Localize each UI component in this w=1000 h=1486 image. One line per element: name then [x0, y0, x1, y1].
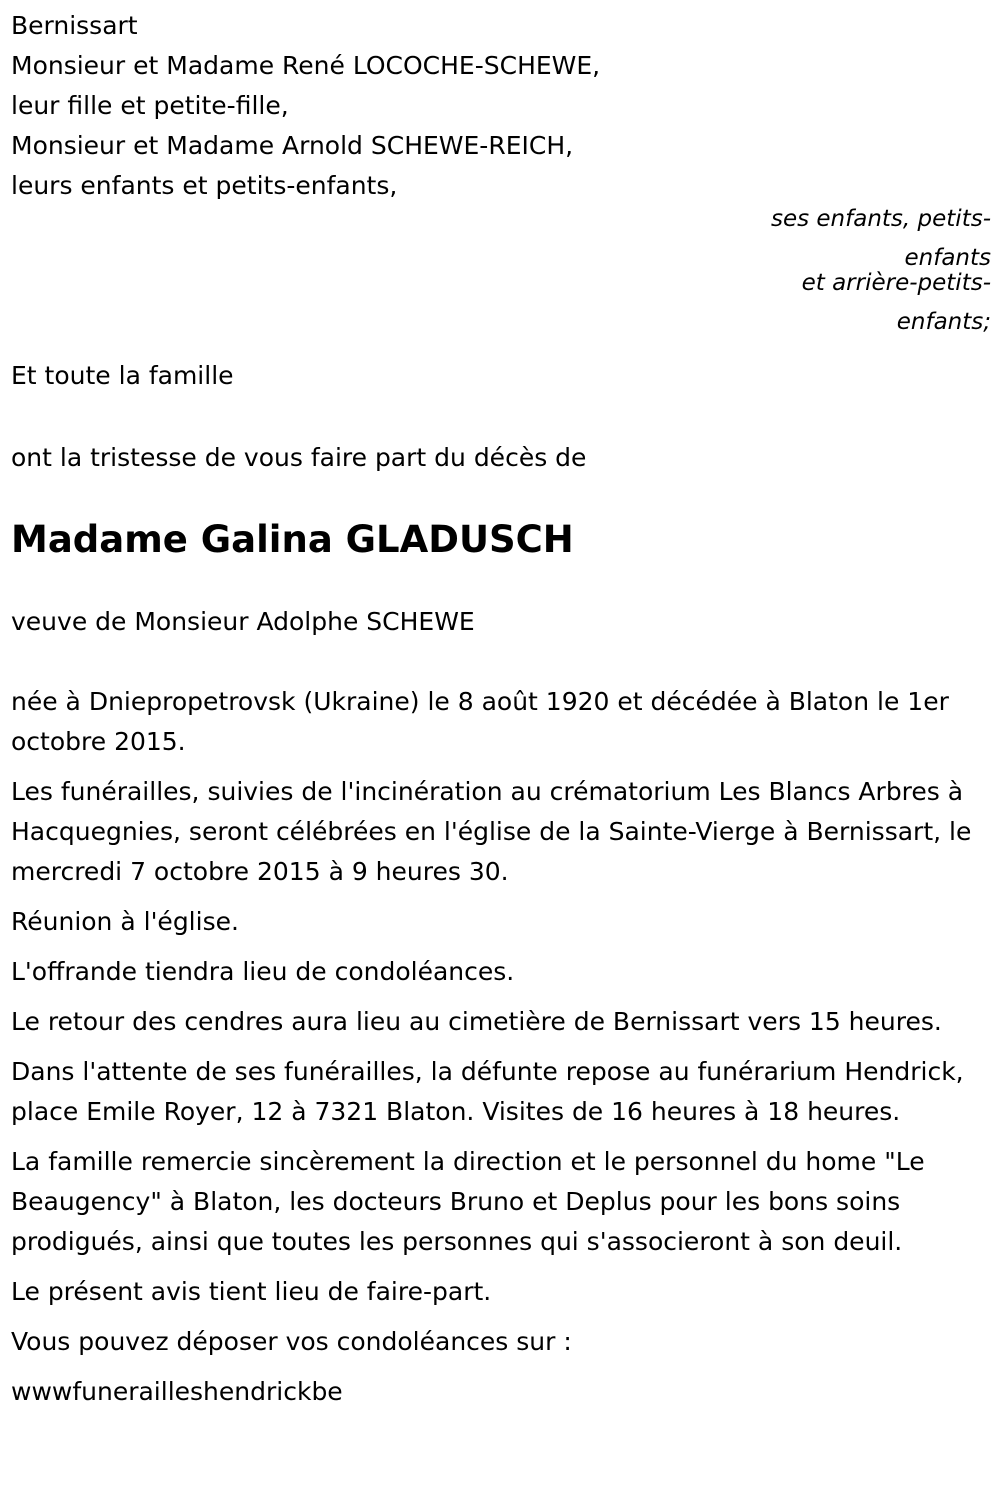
family-line: leur fille et petite-fille, [11, 91, 289, 120]
family-left-block [11, 46, 991, 206]
widow-of-text: veuve de Monsieur Adolphe SCHEWE [11, 607, 475, 636]
offering-text: L'offrande tiendra lieu de condoléances. [11, 957, 515, 986]
deceased-name: Madame Galina GLADUSCH [11, 518, 574, 561]
announcement-text: ont la tristesse de vous faire part du décès de [11, 443, 587, 472]
family-line: Monsieur et Madame Arnold SCHEWE-REICH, [11, 131, 574, 160]
funerarium-text: Dans l'attente de ses funérailles, la défunte repose au funérarium Hendrick, place Emile Royer, 12 à 7321 Blaton. Visites de 16 heures à 18 heures. [11, 1057, 964, 1126]
family-line: leurs enfants et petits-enfants, [11, 171, 398, 200]
place-heading: Bernissart [11, 11, 138, 40]
family-right-line: ses enfants, petits-enfants [770, 206, 991, 271]
obituary-notice [11, 6, 991, 1412]
birth-death-text: née à Dniepropetrovsk (Ukraine) le 8 août 1920 et décédée à Blaton le 1er octobre 2015. [11, 687, 949, 756]
family-right-block [11, 200, 991, 342]
ashes-text: Le retour des cendres aura lieu au cimetière de Bernissart vers 15 heures. [11, 1007, 942, 1036]
funeral-details: Les funérailles, suivies de l'incinération au crématorium Les Blancs Arbres à Hacquegnies, seront célébrées en l'église de la Sainte-Vierge à Bernissart, le mercredi 7 octobre 2015 à 9 heures 30. [11, 777, 972, 886]
meeting-text: Réunion à l'église. [11, 907, 239, 936]
family-all: Et toute la famille [11, 361, 234, 390]
notice-text: Le présent avis tient lieu de faire-part. [11, 1277, 492, 1306]
condolences-link[interactable]: wwwfunerailleshendrickbe [11, 1377, 343, 1406]
family-right-line: et arrière-petits-enfants; [801, 270, 991, 335]
family-line: Monsieur et Madame René LOCOCHE-SCHEWE, [11, 51, 601, 80]
thanks-text: La famille remercie sincèrement la direction et le personnel du home "Le Beaugency" à Blaton, les docteurs Bruno et Deplus pour les bons soins prodigués, ainsi que toutes les personnes qui s'associeront à son deuil. [11, 1147, 925, 1256]
condolences-label: Vous pouvez déposer vos condoléances sur : [11, 1327, 572, 1356]
